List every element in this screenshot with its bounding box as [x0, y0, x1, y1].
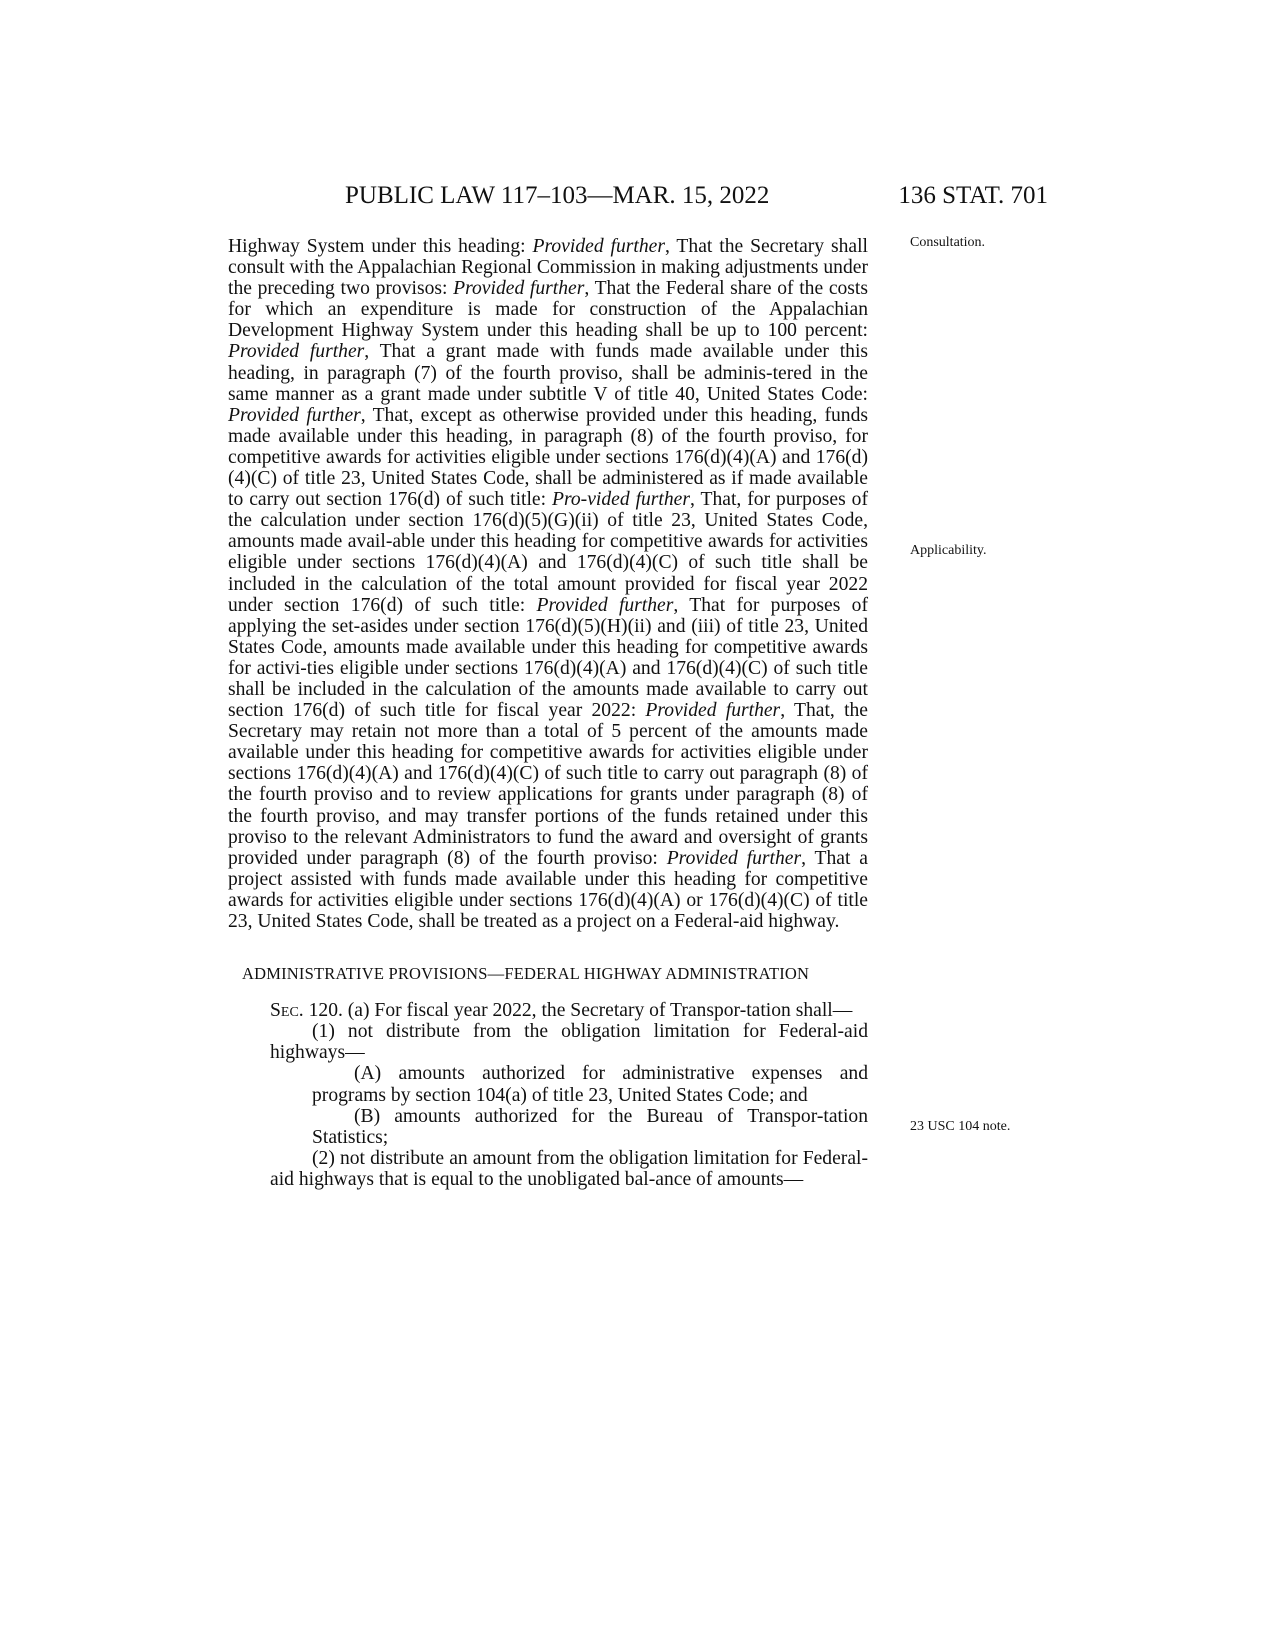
margin-note-consultation: Consultation. — [910, 235, 986, 250]
proviso-italic: Provided further — [453, 278, 585, 300]
proviso-italic: Pro-vided further — [552, 489, 690, 511]
body-paragraph: Highway System under this heading: Provided further, That the Secretary shall consult with the Appalachian Regional Commission in making adjustments under the preceding two provisos: Provided further, That the Federal share of the costs for which an expenditure is made for construction of the Appalachian Development Highway System under this heading shall be up to 100 percent: Provided further, That a grant made with funds made available under this heading, in paragraph (7) of the fourth proviso, shall be adminis-tered in the same manner as a grant made under subtitle V of title 40, United States Code: Provided further, That, except as otherwise provided under this heading, funds made available under this heading, in paragraph (8) of the fourth proviso, for competitive awards for activities eligible under sections 176(d)(4)(A) and 176(d)(4)(C) of title 23, United States Code, shall be administered as if made available to carry out section 176(d) of such title: Pro-vided further, That, for purposes of the calculation under section 176(d)(5)(G)(ii) of title 23, United States Code, amounts made avail-able under this heading for competitive awards for activities eligible under sections 176(d)(4)(A) and 176(d)(4)(C) of such title shall be included in the calculation of the total amount provided for fiscal year 2022 under section 176(d) of such title: Provided further, That for purposes of applying the set-asides under section 176(d)(5)(H)(ii) and (iii) of title 23, United States Code, amounts made available under this heading for competitive awards for activi-ties eligible under sections 176(d)(4)(A) and 176(d)(4)(C) of such title shall be included in the calculation of the amounts made available to carry out section 176(d) of such title for fiscal year 2022: Provided further, That, the Secretary may retain not more than a total of 5 percent of the amounts made available under this heading for competitive awards for activities eligible under sections 176(d)(4)(A) and 176(d)(4)(C) of such title to carry out paragraph (8) of the fourth proviso and to review applications for grants under paragraph (8) of the fourth proviso, and may transfer portions of the funds retained under this proviso to the relevant Administrators to fund the award and oversight of grants provided under paragraph (8) of the fourth proviso: Provided further, That a project assisted with funds made available under this heading for competitive awards for activities eligible under sections 176(d)(4)(A) or 176(d)(4)(C) of title 23, United States Code, shall be treated as a project on a Federal-aid highway. — [228, 236, 869, 932]
running-head — [0, 178, 1275, 214]
sec-label: Sec — [270, 1000, 299, 1022]
proviso-italic: Provided further — [645, 700, 781, 722]
margin-note-usc: 23 USC 104 note. — [910, 1119, 1011, 1134]
subparagraph-a: (A) amounts authorized for administrative expenses and programs by section 104(a) of title 23, United States Code; and — [312, 1063, 868, 1106]
subparagraph-b: (B) amounts authorized for the Bureau of Transpor-tation Statistics; — [312, 1105, 868, 1148]
proviso-italic: Provided further — [666, 847, 802, 869]
sec-120-paragraph: Sec. 120. (a) For fiscal year 2022, the Secretary of Transpor-tation shall— — [270, 1000, 853, 1022]
margin-note-applicability: Applicability. — [910, 543, 987, 558]
proviso-italic: Provided further — [228, 341, 365, 363]
proviso-italic: Provided further — [536, 594, 674, 616]
main-text — [228, 236, 868, 1190]
paragraph-1: (1) not distribute from the obligation limitation for Federal-aid highways— — [270, 1021, 868, 1064]
proviso-italic: Provided further — [532, 236, 665, 257]
section-heading: ADMINISTRATIVE PROVISIONS—FEDERAL HIGHWAY ADMINISTRATION — [242, 964, 810, 984]
proviso-italic: Provided further — [228, 404, 361, 426]
running-head-title: PUBLIC LAW 117–103—MAR. 15, 2022 — [345, 182, 770, 209]
paragraph-2: (2) not distribute an amount from the obligation limitation for Federal-aid highways that is equal to the unobligated bal-ance of amounts— — [270, 1147, 868, 1190]
page-number: 136 STAT. 701 — [898, 182, 1048, 209]
